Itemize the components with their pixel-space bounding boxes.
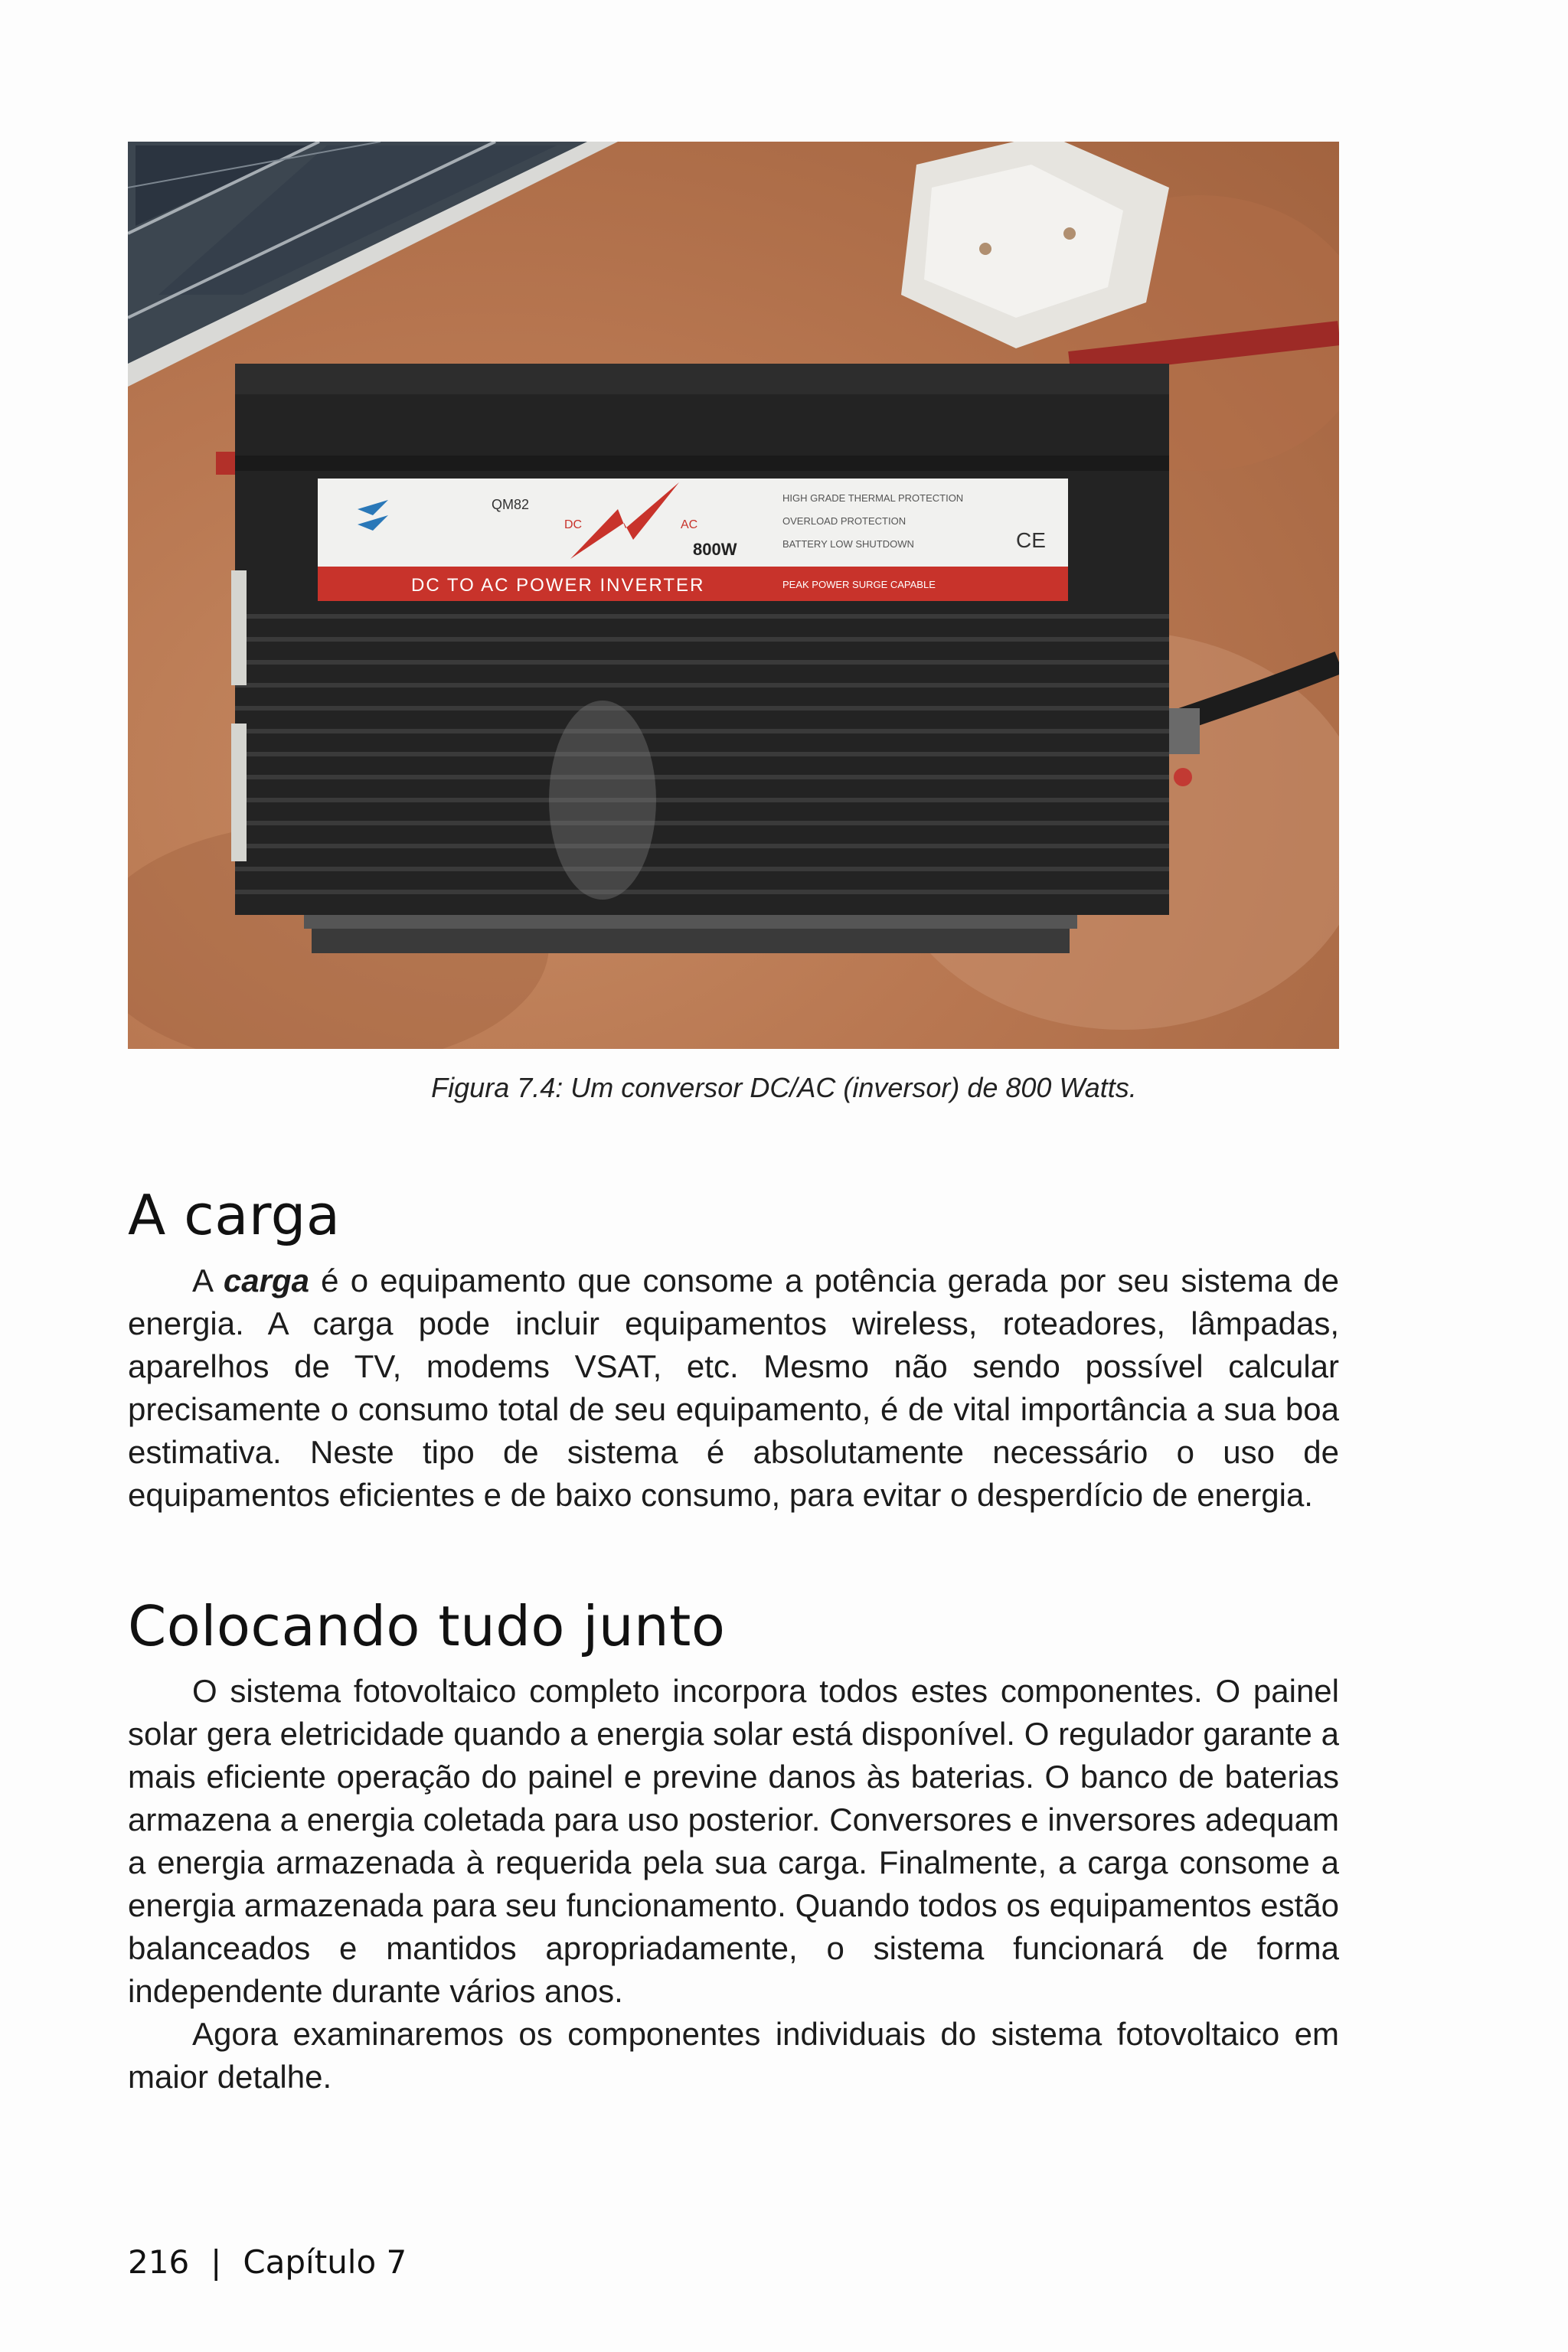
paragraph-sistema: O sistema fotovoltaico completo incorpora todos estes componentes. O painel solar gera eletricidade quando a energia solar está disponível. O regulador garante a mais eficiente operação do painel e previne danos às baterias. O banco de baterias armazena a energia coletada para uso posterior. Conversores e inversores adequam a energia armazenada à requerida pela sua carga. Finalmente, a carga consome a energia armazenada para seu funcionamento. Quando todos os equipamentos estão balanceados e mantidos apropriadamente, o sistema funcionará de forma independente durante vários anos. <box>128 1673 1339 2009</box>
footer-separator: | <box>211 2243 222 2281</box>
inverter-body <box>216 364 1200 915</box>
label-feature: PEAK POWER SURGE CAPABLE <box>782 579 936 590</box>
label-feature: HIGH GRADE THERMAL PROTECTION <box>782 492 964 504</box>
figure-caption: Figura 7.4: Um conversor DC/AC (inversor) de 800 Watts. <box>431 1072 1137 1103</box>
ce-mark: CE <box>1016 528 1046 552</box>
label-model: QM82 <box>492 497 530 512</box>
section-heading-carga: A carga <box>128 1183 341 1247</box>
label-dc: DC <box>564 518 583 531</box>
inverter-photo <box>128 142 1339 1049</box>
paragraph-agora: Agora examinaremos os componentes individuais do sistema fotovoltaico em maior detalhe. <box>128 2016 1339 2095</box>
label-title: DC TO AC POWER INVERTER <box>411 575 705 596</box>
label-feature: BATTERY LOW SHUTDOWN <box>782 538 914 550</box>
inverter-illustration <box>128 142 1339 1049</box>
label-watts: 800W <box>693 540 737 559</box>
paragraph-carga <box>128 1259 1339 1517</box>
page-number: 216 <box>128 2243 190 2281</box>
chapter-label: Capítulo 7 <box>243 2243 407 2281</box>
inverter-label <box>318 479 1068 601</box>
label-ac: AC <box>681 518 698 531</box>
label-feature: OVERLOAD PROTECTION <box>782 515 906 527</box>
page-footer <box>128 2243 407 2281</box>
paragraph-rest: é o equipamento que consome a potência gerada por seu sistema de energia. A carga pode incluir equipamentos wireless, roteadores, lâmpadas, aparelhos de TV, modems VSAT, etc. Mesmo não sendo possível calcular precisamente o consumo total de seu equipamento, é de vital importância a sua boa estimativa. Neste tipo de sistema é absolutamente necessário o uso de equipamentos eficientes e de baixo consumo, para evitar o desperdício de energia. <box>128 1263 1339 1513</box>
emphasis-term: carga <box>223 1263 309 1298</box>
solar-panel <box>128 142 618 387</box>
paragraph-lead: A <box>192 1263 224 1298</box>
section-heading-colocando-tudo-junto: Colocando tudo junto <box>128 1594 726 1658</box>
